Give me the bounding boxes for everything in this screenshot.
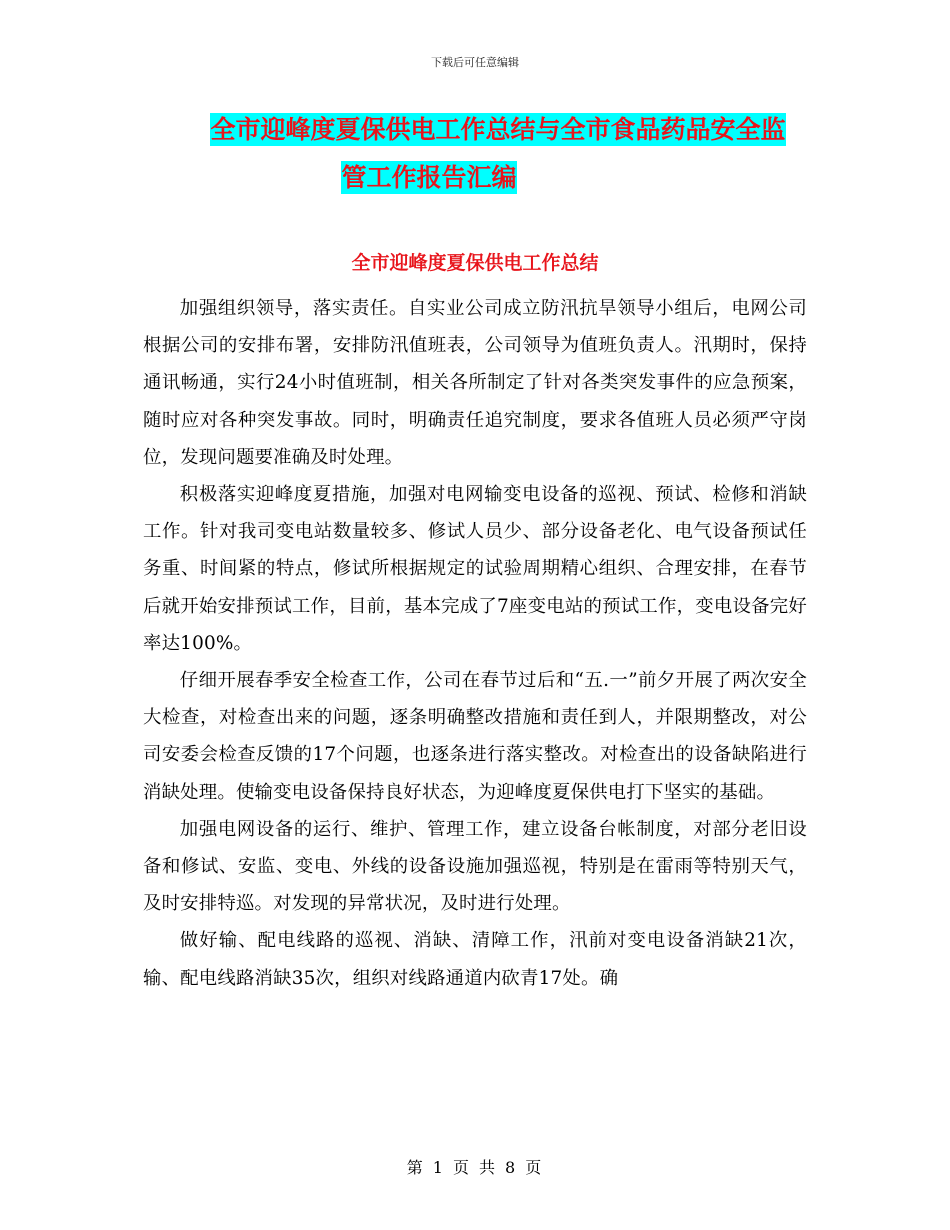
paragraph-4: 加强电网设备的运行、维护、管理工作，建立设备台帐制度，对部分老旧设备和修试、安监、变电、外线的设备设施加强巡视，特别是在雷雨等特别天气，及时安排特巡。对发现的异常状况，及时进行处理。: [143, 818, 807, 915]
section-heading: 全市迎峰度夏保供电工作总结: [351, 252, 599, 274]
paragraph-1: 加强组织领导，落实责任。自实业公司成立防汛抗旱领导小组后，电网公司根据公司的安排布署，安排防汛值班表，公司领导为值班负责人。汛期时，保持通讯畅通，实行24小时值班制，相关各所制定了针对各类突发事件的应急预案，随时应对各种突发事故。同时，明确责任追究制度，要求各值班人员必须严守岗位，发现问题要准确及时处理。: [143, 298, 807, 468]
footer-total-label: 共: [479, 1158, 498, 1177]
paragraph-5: 做好输、配电线路的巡视、消缺、清障工作，汛前对变电设备消缺21次，输、配电线路消缺35次，组织对线路通道内砍青17处。确: [143, 930, 807, 989]
paragraph-2: 积极落实迎峰度夏措施，加强对电网输变电设备的巡视、预试、检修和消缺工作。针对我司变电站数量较多、修试人员少、部分设备老化、电气设备预试任务重、时间紧的特点，修试所根据规定的试验周期精心组织、合理安排，在春节后就开始安排预试工作，目前，基本完成了7座变电站的预试工作，变电设备完好率达100%。: [143, 484, 807, 654]
document-title-line-2: 管工作报告汇编: [341, 163, 517, 192]
footer-prefix: 第: [406, 1158, 425, 1177]
document-title: [0, 106, 950, 202]
header-note: 下载后可任意编辑: [431, 56, 519, 69]
footer-suffix: 页: [525, 1158, 544, 1177]
page-number: 1: [432, 1158, 445, 1177]
page-footer: [0, 1155, 950, 1178]
footer-page-label: 页: [452, 1158, 471, 1177]
total-pages: 8: [505, 1158, 518, 1177]
paragraph-3: 仔细开展春季安全检查工作，公司在春节过后和“五.一”前夕开展了两次安全大检查，对检查出来的问题，逐条明确整改措施和责任到人，并限期整改，对公司安委会检查反馈的17个问题，也逐条进行落实整改。对检查出的设备缺陷进行消缺处理。使输变电设备保持良好状态，为迎峰度夏保供电打下坚实的基础。: [143, 670, 807, 803]
document-title-line-1: 全市迎峰度夏保供电工作总结与全市食品药品安全监: [210, 115, 786, 144]
document-body: [143, 290, 807, 997]
